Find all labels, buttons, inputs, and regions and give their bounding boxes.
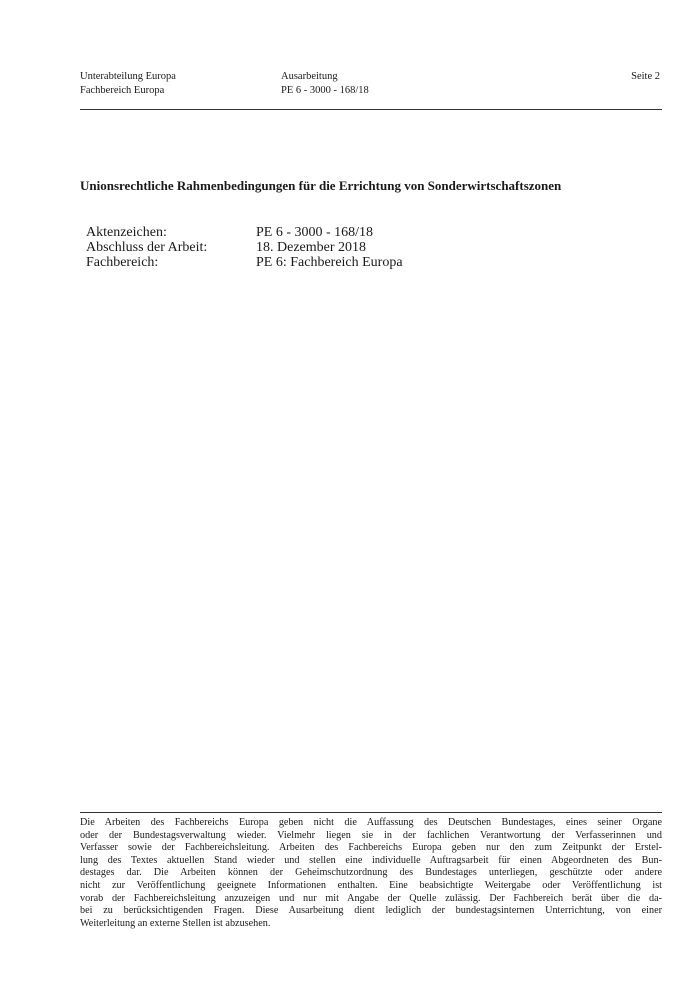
metadata-value: PE 6: Fachbereich Europa — [256, 255, 403, 270]
disclaimer-line: lung des Textes aktuellen Stand wieder und stellen eine individuelle Auftragsarbeit für einen Abgeordneten des Bun- — [80, 854, 662, 866]
metadata-label: Abschluss der Arbeit: — [86, 240, 208, 255]
header-divider — [80, 109, 662, 110]
header-department-block — [80, 70, 176, 98]
page-header — [80, 70, 660, 100]
header-section: Fachbereich Europa — [80, 85, 165, 96]
disclaimer-line: vorab der Fachbereichsleitung anzuzeigen und nur mit Angabe der Quelle zulässig. Der Fachbereich berät über die da- — [80, 892, 662, 904]
disclaimer-line: Weiterleitung an externe Stellen ist abzusehen. — [80, 917, 271, 929]
metadata-row-file-reference — [86, 225, 403, 240]
header-page-number: Seite 2 — [631, 71, 660, 82]
metadata-label: Fachbereich: — [86, 255, 159, 270]
header-department: Unterabteilung Europa — [80, 71, 176, 82]
header-doc-type: Ausarbeitung — [281, 71, 338, 82]
disclaimer-line: bei zu berücksichtigenden Fragen. Diese Ausarbeitung dient lediglich der bundestagsinternen Unterrichtung, von einer — [80, 905, 662, 917]
header-document-block — [281, 70, 369, 98]
footer-divider — [80, 812, 662, 813]
disclaimer-line: nicht zur Veröffentlichung geeignete Informationen enthalten. Eine beabsichtigte Weitergabe oder Veröffentlichung ist — [80, 879, 662, 891]
disclaimer-line: oder der Bundestagsverwaltung wieder. Vielmehr liegen sie in der fachlichen Verantwortung der Verfasserinnen und — [80, 829, 662, 841]
disclaimer-line: destages dar. Die Arbeiten können der Geheimschutzordnung des Bundestages unterliegen, geschützte oder andere — [80, 867, 662, 879]
metadata-label: Aktenzeichen: — [86, 225, 167, 240]
document-title: Unionsrechtliche Rahmenbedingungen für die Errichtung von Sonderwirtschaftszonen — [80, 178, 562, 193]
document-metadata — [86, 225, 403, 270]
disclaimer-line: Die Arbeiten des Fachbereichs Europa geben nicht die Auffassung des Deutschen Bundestages, eines seiner Organe — [80, 817, 662, 828]
header-doc-number: PE 6 - 3000 - 168/18 — [281, 85, 369, 96]
metadata-row-department — [86, 255, 403, 270]
disclaimer-line: Verfasser sowie der Fachbereichsleitung. Arbeiten des Fachbereichs Europa geben nur den zum Zeitpunkt der Erstel- — [80, 842, 662, 854]
disclaimer-text — [80, 817, 662, 930]
metadata-value: 18. Dezember 2018 — [256, 240, 367, 255]
metadata-row-completion-date — [86, 240, 403, 255]
metadata-value: PE 6 - 3000 - 168/18 — [256, 225, 374, 240]
